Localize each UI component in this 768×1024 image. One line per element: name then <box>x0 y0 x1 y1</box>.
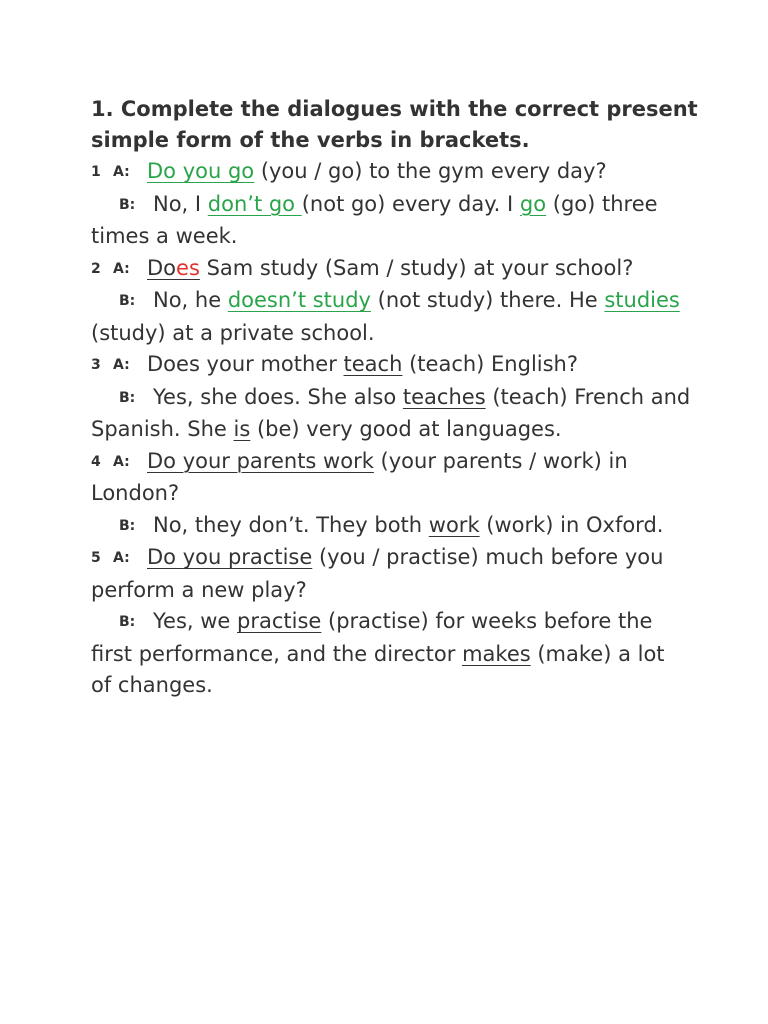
item-4-a-answer: Do your parents work <box>147 448 374 473</box>
item-3-line-b <box>91 382 691 415</box>
item-2-line-b <box>91 285 691 318</box>
item-1-b-answer-2: go <box>519 191 547 216</box>
item-3-line-a <box>91 349 691 382</box>
title-line-2: simple form of the verbs in brackets. <box>91 128 530 152</box>
item-5-line-b <box>91 606 691 639</box>
item-1-line-b <box>91 189 691 222</box>
item-5-b-cont-text: first performance, and the director <box>91 641 463 666</box>
item-3-a-answer: teach <box>343 352 403 376</box>
exercise-title <box>91 94 698 156</box>
item-5-b-text-2: (practise) for weeks before the <box>321 609 653 633</box>
item-2-b-answer-1: doesn’t study <box>227 288 371 312</box>
item-4-number: 4 <box>91 453 101 470</box>
item-1-a-text: (you / go) to the gym every day? <box>254 159 607 183</box>
item-1-line-b-cont: times a week. <box>91 224 238 248</box>
speaker-b-label: B: <box>119 196 136 213</box>
item-5-line-a <box>91 542 691 575</box>
item-3-b-text-2: (teach) French and <box>485 384 691 409</box>
speaker-b-label: B: <box>119 614 136 630</box>
item-5-b-answer-1: practise <box>237 609 322 633</box>
speaker-b-label: B: <box>119 389 136 406</box>
item-2-b-text: No, he <box>153 288 228 312</box>
item-4-b-answer-1: work <box>428 512 480 537</box>
item-2-number: 2 <box>91 260 101 277</box>
item-3-number: 3 <box>91 357 101 373</box>
item-3-b-cont-text: Spanish. She <box>91 417 234 441</box>
item-3-a-text-2: (teach) English? <box>402 352 579 376</box>
item-1-b-text-2: (not go) every day. I <box>301 191 520 216</box>
item-3-b-answer-1: teaches <box>402 384 486 409</box>
item-2-line-a <box>91 253 691 286</box>
speaker-b-label: B: <box>119 517 136 534</box>
item-5-b-answer-2: makes <box>462 641 531 666</box>
item-3-b-text: Yes, she does. She also <box>153 384 403 409</box>
item-5-a-answer: Do you practise <box>147 545 313 569</box>
item-1-b-answer-1: don’t go <box>207 191 302 216</box>
item-4-line-b <box>91 510 691 543</box>
speaker-b-label: B: <box>119 293 136 309</box>
item-1-b-text-3: (go) three <box>546 191 658 216</box>
item-1-a-answer: Do you go <box>147 159 255 183</box>
item-5-line-b-cont <box>91 639 691 671</box>
item-2-b-text-2: (not study) there. He <box>371 288 605 312</box>
item-2-a-answer-correction: es <box>176 255 200 280</box>
title-line-1: 1. Complete the dialogues with the correct present <box>91 97 698 121</box>
speaker-a-label: A: <box>113 550 130 566</box>
item-4-a-text: (your parents / work) in <box>373 448 628 473</box>
item-1-line-a <box>91 156 691 189</box>
item-4-b-text: No, they don’t. They both <box>153 512 429 537</box>
item-2-line-b-cont: (study) at a private school. <box>91 320 375 345</box>
speaker-a-label: A: <box>113 357 130 373</box>
item-2-a-text: Sam study (Sam / study) at your school? <box>199 255 634 280</box>
item-5-b-text: Yes, we <box>153 609 238 633</box>
item-5-number: 5 <box>91 550 101 566</box>
item-5-a-text: (you / practise) much before you <box>312 545 664 569</box>
speaker-a-label: A: <box>113 164 130 180</box>
item-1-number: 1 <box>91 164 101 180</box>
item-5-line-b-cont-2: of changes. <box>91 673 213 697</box>
item-4-line-a <box>91 446 691 479</box>
item-4-line-a-cont: London? <box>91 481 180 505</box>
item-3-line-b-cont <box>91 414 691 446</box>
item-1-b-text: No, I <box>153 191 208 216</box>
item-3-b-answer-2: is <box>233 417 251 441</box>
item-3-b-cont-text-2: (be) very good at languages. <box>250 417 562 441</box>
item-2-a-answer-part-1: Do <box>147 255 177 280</box>
item-4-b-text-2: (work) in Oxford. <box>479 512 664 537</box>
item-5-line-a-cont: perform a new play? <box>91 577 307 602</box>
item-2-a-answer <box>147 256 200 280</box>
speaker-a-label: A: <box>113 453 130 470</box>
item-2-b-answer-2: studies <box>604 288 680 312</box>
dialogue-list <box>91 156 691 702</box>
item-5-b-cont-text-2: (make) a lot <box>530 641 665 666</box>
item-3-a-text: Does your mother <box>147 352 344 376</box>
speaker-a-label: A: <box>113 260 130 277</box>
